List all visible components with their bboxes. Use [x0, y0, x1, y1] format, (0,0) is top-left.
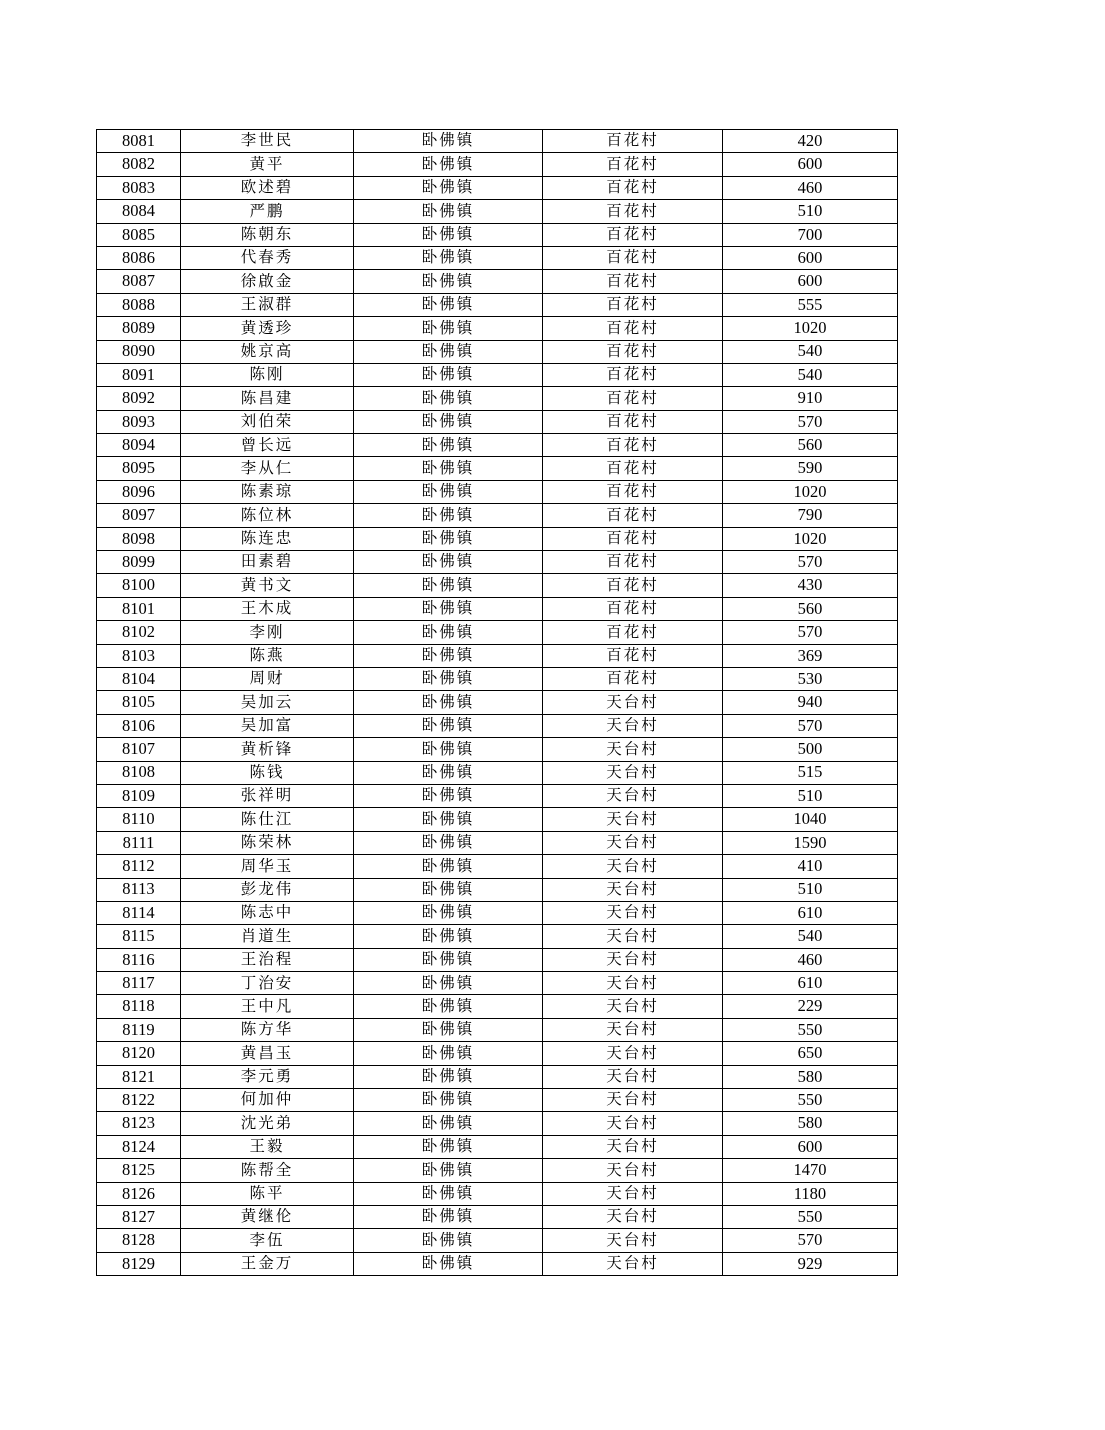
cell-name: 陈刚 — [181, 363, 354, 386]
data-table — [96, 129, 898, 1276]
cell-village: 天台村 — [543, 1135, 723, 1158]
cell-name: 刘伯荣 — [181, 410, 354, 433]
cell-amount: 515 — [723, 761, 898, 784]
table-row — [97, 1252, 898, 1275]
cell-name: 周财 — [181, 667, 354, 690]
cell-village: 百花村 — [543, 621, 723, 644]
cell-town: 卧佛镇 — [354, 831, 543, 854]
cell-village: 百花村 — [543, 551, 723, 574]
cell-id: 8108 — [97, 761, 181, 784]
cell-name: 黄昌玉 — [181, 1042, 354, 1065]
cell-town: 卧佛镇 — [354, 551, 543, 574]
table-row — [97, 340, 898, 363]
cell-id: 8091 — [97, 363, 181, 386]
cell-name: 陈志中 — [181, 901, 354, 924]
cell-id: 8120 — [97, 1042, 181, 1065]
cell-town: 卧佛镇 — [354, 855, 543, 878]
table-row — [97, 644, 898, 667]
cell-village: 百花村 — [543, 293, 723, 316]
cell-id: 8096 — [97, 480, 181, 503]
table-row — [97, 995, 898, 1018]
cell-village: 天台村 — [543, 1159, 723, 1182]
table-row — [97, 621, 898, 644]
cell-town: 卧佛镇 — [354, 948, 543, 971]
table-row — [97, 130, 898, 153]
cell-name: 王毅 — [181, 1135, 354, 1158]
cell-village: 天台村 — [543, 1042, 723, 1065]
cell-amount: 530 — [723, 667, 898, 690]
cell-id: 8125 — [97, 1159, 181, 1182]
table-row — [97, 1159, 898, 1182]
cell-amount: 1020 — [723, 317, 898, 340]
cell-name: 丁治安 — [181, 972, 354, 995]
table-row — [97, 1018, 898, 1041]
cell-town: 卧佛镇 — [354, 1042, 543, 1065]
cell-amount: 560 — [723, 597, 898, 620]
cell-name: 陈素琼 — [181, 480, 354, 503]
table-row — [97, 1229, 898, 1252]
cell-amount: 610 — [723, 901, 898, 924]
cell-id: 8084 — [97, 200, 181, 223]
table-row — [97, 246, 898, 269]
cell-town: 卧佛镇 — [354, 434, 543, 457]
cell-town: 卧佛镇 — [354, 1089, 543, 1112]
cell-town: 卧佛镇 — [354, 363, 543, 386]
cell-town: 卧佛镇 — [354, 1018, 543, 1041]
cell-name: 陈连忠 — [181, 527, 354, 550]
table-row — [97, 1089, 898, 1112]
cell-id: 8122 — [97, 1089, 181, 1112]
cell-name: 陈平 — [181, 1182, 354, 1205]
cell-id: 8109 — [97, 784, 181, 807]
cell-village: 百花村 — [543, 410, 723, 433]
cell-id: 8117 — [97, 972, 181, 995]
table-row — [97, 293, 898, 316]
cell-id: 8099 — [97, 551, 181, 574]
cell-id: 8093 — [97, 410, 181, 433]
cell-town: 卧佛镇 — [354, 644, 543, 667]
cell-amount: 500 — [723, 738, 898, 761]
cell-town: 卧佛镇 — [354, 667, 543, 690]
cell-town: 卧佛镇 — [354, 738, 543, 761]
cell-town: 卧佛镇 — [354, 972, 543, 995]
cell-id: 8105 — [97, 691, 181, 714]
cell-id: 8116 — [97, 948, 181, 971]
cell-name: 彭龙伟 — [181, 878, 354, 901]
cell-name: 陈钱 — [181, 761, 354, 784]
cell-village: 天台村 — [543, 691, 723, 714]
cell-village: 百花村 — [543, 200, 723, 223]
cell-village: 天台村 — [543, 995, 723, 1018]
cell-id: 8114 — [97, 901, 181, 924]
table-row — [97, 855, 898, 878]
cell-village: 天台村 — [543, 1065, 723, 1088]
table-row — [97, 153, 898, 176]
cell-id: 8104 — [97, 667, 181, 690]
cell-name: 陈朝东 — [181, 223, 354, 246]
cell-village: 天台村 — [543, 948, 723, 971]
cell-id: 8126 — [97, 1182, 181, 1205]
cell-name: 李刚 — [181, 621, 354, 644]
cell-name: 李从仁 — [181, 457, 354, 480]
table-row — [97, 434, 898, 457]
cell-town: 卧佛镇 — [354, 410, 543, 433]
cell-village: 天台村 — [543, 738, 723, 761]
table-row — [97, 480, 898, 503]
cell-amount: 550 — [723, 1205, 898, 1228]
cell-amount: 550 — [723, 1018, 898, 1041]
cell-village: 天台村 — [543, 1205, 723, 1228]
cell-village: 百花村 — [543, 574, 723, 597]
cell-town: 卧佛镇 — [354, 597, 543, 620]
cell-id: 8103 — [97, 644, 181, 667]
cell-name: 陈燕 — [181, 644, 354, 667]
table-row — [97, 270, 898, 293]
cell-name: 王中凡 — [181, 995, 354, 1018]
cell-town: 卧佛镇 — [354, 1182, 543, 1205]
cell-id: 8095 — [97, 457, 181, 480]
cell-town: 卧佛镇 — [354, 901, 543, 924]
cell-village: 百花村 — [543, 340, 723, 363]
table-row — [97, 761, 898, 784]
cell-amount: 700 — [723, 223, 898, 246]
cell-id: 8102 — [97, 621, 181, 644]
cell-village: 天台村 — [543, 1112, 723, 1135]
cell-town: 卧佛镇 — [354, 1229, 543, 1252]
cell-id: 8100 — [97, 574, 181, 597]
cell-amount: 410 — [723, 855, 898, 878]
cell-id: 8123 — [97, 1112, 181, 1135]
cell-amount: 580 — [723, 1065, 898, 1088]
table-row — [97, 1205, 898, 1228]
cell-village: 百花村 — [543, 527, 723, 550]
cell-amount: 1590 — [723, 831, 898, 854]
cell-name: 徐啟金 — [181, 270, 354, 293]
cell-name: 何加仲 — [181, 1089, 354, 1112]
table-row — [97, 457, 898, 480]
cell-id: 8092 — [97, 387, 181, 410]
cell-name: 陈方华 — [181, 1018, 354, 1041]
cell-town: 卧佛镇 — [354, 761, 543, 784]
cell-id: 8113 — [97, 878, 181, 901]
cell-amount: 510 — [723, 878, 898, 901]
cell-amount: 570 — [723, 551, 898, 574]
cell-amount: 510 — [723, 784, 898, 807]
cell-name: 李伍 — [181, 1229, 354, 1252]
cell-id: 8089 — [97, 317, 181, 340]
cell-id: 8107 — [97, 738, 181, 761]
cell-name: 黄透珍 — [181, 317, 354, 340]
cell-name: 吴加云 — [181, 691, 354, 714]
table-row — [97, 831, 898, 854]
table-row — [97, 667, 898, 690]
cell-id: 8112 — [97, 855, 181, 878]
cell-amount: 1020 — [723, 480, 898, 503]
cell-village: 百花村 — [543, 130, 723, 153]
table-row — [97, 714, 898, 737]
table-row — [97, 597, 898, 620]
cell-amount: 570 — [723, 1229, 898, 1252]
cell-name: 沈光弟 — [181, 1112, 354, 1135]
cell-village: 天台村 — [543, 972, 723, 995]
cell-name: 黄继伦 — [181, 1205, 354, 1228]
cell-amount: 790 — [723, 504, 898, 527]
cell-id: 8097 — [97, 504, 181, 527]
table-row — [97, 410, 898, 433]
cell-amount: 570 — [723, 621, 898, 644]
table-row — [97, 504, 898, 527]
cell-amount: 550 — [723, 1089, 898, 1112]
table-row — [97, 1042, 898, 1065]
cell-town: 卧佛镇 — [354, 808, 543, 831]
cell-amount: 510 — [723, 200, 898, 223]
cell-amount: 570 — [723, 714, 898, 737]
cell-name: 王治程 — [181, 948, 354, 971]
cell-village: 天台村 — [543, 1182, 723, 1205]
cell-amount: 229 — [723, 995, 898, 1018]
cell-id: 8128 — [97, 1229, 181, 1252]
cell-amount: 600 — [723, 153, 898, 176]
cell-village: 天台村 — [543, 1018, 723, 1041]
cell-id: 8083 — [97, 176, 181, 199]
cell-amount: 430 — [723, 574, 898, 597]
cell-id: 8118 — [97, 995, 181, 1018]
cell-village: 天台村 — [543, 784, 723, 807]
cell-amount: 600 — [723, 246, 898, 269]
cell-town: 卧佛镇 — [354, 527, 543, 550]
cell-amount: 600 — [723, 1135, 898, 1158]
cell-id: 8127 — [97, 1205, 181, 1228]
cell-id: 8106 — [97, 714, 181, 737]
cell-village: 百花村 — [543, 223, 723, 246]
cell-name: 曾长远 — [181, 434, 354, 457]
cell-amount: 1180 — [723, 1182, 898, 1205]
table-row — [97, 901, 898, 924]
cell-amount: 540 — [723, 925, 898, 948]
cell-amount: 590 — [723, 457, 898, 480]
cell-village: 百花村 — [543, 480, 723, 503]
cell-town: 卧佛镇 — [354, 995, 543, 1018]
cell-name: 李世民 — [181, 130, 354, 153]
cell-village: 天台村 — [543, 1252, 723, 1275]
cell-amount: 540 — [723, 340, 898, 363]
cell-name: 陈荣林 — [181, 831, 354, 854]
cell-village: 百花村 — [543, 176, 723, 199]
cell-id: 8129 — [97, 1252, 181, 1275]
cell-name: 陈帮全 — [181, 1159, 354, 1182]
cell-name: 黄平 — [181, 153, 354, 176]
cell-village: 百花村 — [543, 246, 723, 269]
cell-town: 卧佛镇 — [354, 621, 543, 644]
cell-id: 8081 — [97, 130, 181, 153]
cell-name: 周华玉 — [181, 855, 354, 878]
table-row — [97, 784, 898, 807]
cell-town: 卧佛镇 — [354, 246, 543, 269]
cell-name: 王木成 — [181, 597, 354, 620]
cell-amount: 460 — [723, 176, 898, 199]
cell-amount: 1020 — [723, 527, 898, 550]
cell-town: 卧佛镇 — [354, 223, 543, 246]
cell-village: 百花村 — [543, 644, 723, 667]
cell-town: 卧佛镇 — [354, 1065, 543, 1088]
table-row — [97, 574, 898, 597]
cell-name: 陈位林 — [181, 504, 354, 527]
cell-amount: 1470 — [723, 1159, 898, 1182]
cell-amount: 610 — [723, 972, 898, 995]
cell-amount: 910 — [723, 387, 898, 410]
cell-amount: 460 — [723, 948, 898, 971]
cell-amount: 570 — [723, 410, 898, 433]
cell-id: 8111 — [97, 831, 181, 854]
cell-id: 8101 — [97, 597, 181, 620]
cell-town: 卧佛镇 — [354, 925, 543, 948]
cell-id: 8090 — [97, 340, 181, 363]
cell-id: 8082 — [97, 153, 181, 176]
cell-town: 卧佛镇 — [354, 878, 543, 901]
cell-town: 卧佛镇 — [354, 480, 543, 503]
table-row — [97, 551, 898, 574]
cell-name: 吴加富 — [181, 714, 354, 737]
cell-name: 黄书文 — [181, 574, 354, 597]
cell-name: 李元勇 — [181, 1065, 354, 1088]
cell-village: 天台村 — [543, 855, 723, 878]
table-row — [97, 1065, 898, 1088]
cell-village: 天台村 — [543, 878, 723, 901]
cell-town: 卧佛镇 — [354, 714, 543, 737]
cell-name: 肖道生 — [181, 925, 354, 948]
cell-amount: 1040 — [723, 808, 898, 831]
cell-name: 欧述碧 — [181, 176, 354, 199]
cell-town: 卧佛镇 — [354, 340, 543, 363]
cell-name: 代春秀 — [181, 246, 354, 269]
cell-amount: 580 — [723, 1112, 898, 1135]
cell-id: 8087 — [97, 270, 181, 293]
cell-village: 百花村 — [543, 153, 723, 176]
table-row — [97, 363, 898, 386]
cell-amount: 940 — [723, 691, 898, 714]
cell-town: 卧佛镇 — [354, 293, 543, 316]
table-row — [97, 176, 898, 199]
cell-id: 8124 — [97, 1135, 181, 1158]
cell-town: 卧佛镇 — [354, 270, 543, 293]
cell-id: 8088 — [97, 293, 181, 316]
cell-village: 百花村 — [543, 457, 723, 480]
cell-village: 天台村 — [543, 831, 723, 854]
cell-name: 张祥明 — [181, 784, 354, 807]
cell-name: 严鹏 — [181, 200, 354, 223]
cell-id: 8098 — [97, 527, 181, 550]
cell-amount: 369 — [723, 644, 898, 667]
cell-village: 天台村 — [543, 808, 723, 831]
table-row — [97, 691, 898, 714]
cell-id: 8121 — [97, 1065, 181, 1088]
cell-village: 天台村 — [543, 925, 723, 948]
cell-name: 田素碧 — [181, 551, 354, 574]
table-row — [97, 808, 898, 831]
cell-village: 天台村 — [543, 714, 723, 737]
table-row — [97, 1182, 898, 1205]
cell-amount: 560 — [723, 434, 898, 457]
cell-town: 卧佛镇 — [354, 1135, 543, 1158]
cell-name: 王淑群 — [181, 293, 354, 316]
table-row — [97, 972, 898, 995]
table-row — [97, 200, 898, 223]
table-row — [97, 387, 898, 410]
table-row — [97, 317, 898, 340]
cell-amount: 420 — [723, 130, 898, 153]
cell-village: 百花村 — [543, 434, 723, 457]
cell-id: 8094 — [97, 434, 181, 457]
cell-village: 百花村 — [543, 317, 723, 340]
cell-name: 陈昌建 — [181, 387, 354, 410]
cell-village: 天台村 — [543, 1089, 723, 1112]
cell-town: 卧佛镇 — [354, 457, 543, 480]
cell-town: 卧佛镇 — [354, 176, 543, 199]
cell-id: 8110 — [97, 808, 181, 831]
table-row — [97, 1112, 898, 1135]
cell-village: 百花村 — [543, 597, 723, 620]
table-body — [97, 130, 898, 1276]
table-row — [97, 948, 898, 971]
cell-village: 百花村 — [543, 387, 723, 410]
cell-village: 百花村 — [543, 667, 723, 690]
table-row — [97, 527, 898, 550]
cell-town: 卧佛镇 — [354, 1205, 543, 1228]
cell-amount: 540 — [723, 363, 898, 386]
cell-amount: 929 — [723, 1252, 898, 1275]
cell-village: 天台村 — [543, 901, 723, 924]
cell-town: 卧佛镇 — [354, 1252, 543, 1275]
cell-id: 8119 — [97, 1018, 181, 1041]
cell-amount: 600 — [723, 270, 898, 293]
table-row — [97, 878, 898, 901]
cell-name: 姚京高 — [181, 340, 354, 363]
cell-village: 百花村 — [543, 270, 723, 293]
cell-town: 卧佛镇 — [354, 1159, 543, 1182]
cell-id: 8086 — [97, 246, 181, 269]
table-row — [97, 1135, 898, 1158]
cell-amount: 555 — [723, 293, 898, 316]
cell-village: 百花村 — [543, 363, 723, 386]
table-row — [97, 738, 898, 761]
cell-town: 卧佛镇 — [354, 691, 543, 714]
table-row — [97, 925, 898, 948]
cell-town: 卧佛镇 — [354, 317, 543, 340]
cell-town: 卧佛镇 — [354, 574, 543, 597]
cell-amount: 650 — [723, 1042, 898, 1065]
cell-name: 陈仕江 — [181, 808, 354, 831]
cell-name: 王金万 — [181, 1252, 354, 1275]
cell-id: 8085 — [97, 223, 181, 246]
cell-town: 卧佛镇 — [354, 387, 543, 410]
cell-town: 卧佛镇 — [354, 784, 543, 807]
cell-name: 黄析锋 — [181, 738, 354, 761]
table-row — [97, 223, 898, 246]
cell-village: 百花村 — [543, 504, 723, 527]
cell-village: 天台村 — [543, 1229, 723, 1252]
cell-town: 卧佛镇 — [354, 200, 543, 223]
cell-village: 天台村 — [543, 761, 723, 784]
cell-town: 卧佛镇 — [354, 153, 543, 176]
cell-town: 卧佛镇 — [354, 1112, 543, 1135]
cell-id: 8115 — [97, 925, 181, 948]
cell-town: 卧佛镇 — [354, 130, 543, 153]
cell-town: 卧佛镇 — [354, 504, 543, 527]
